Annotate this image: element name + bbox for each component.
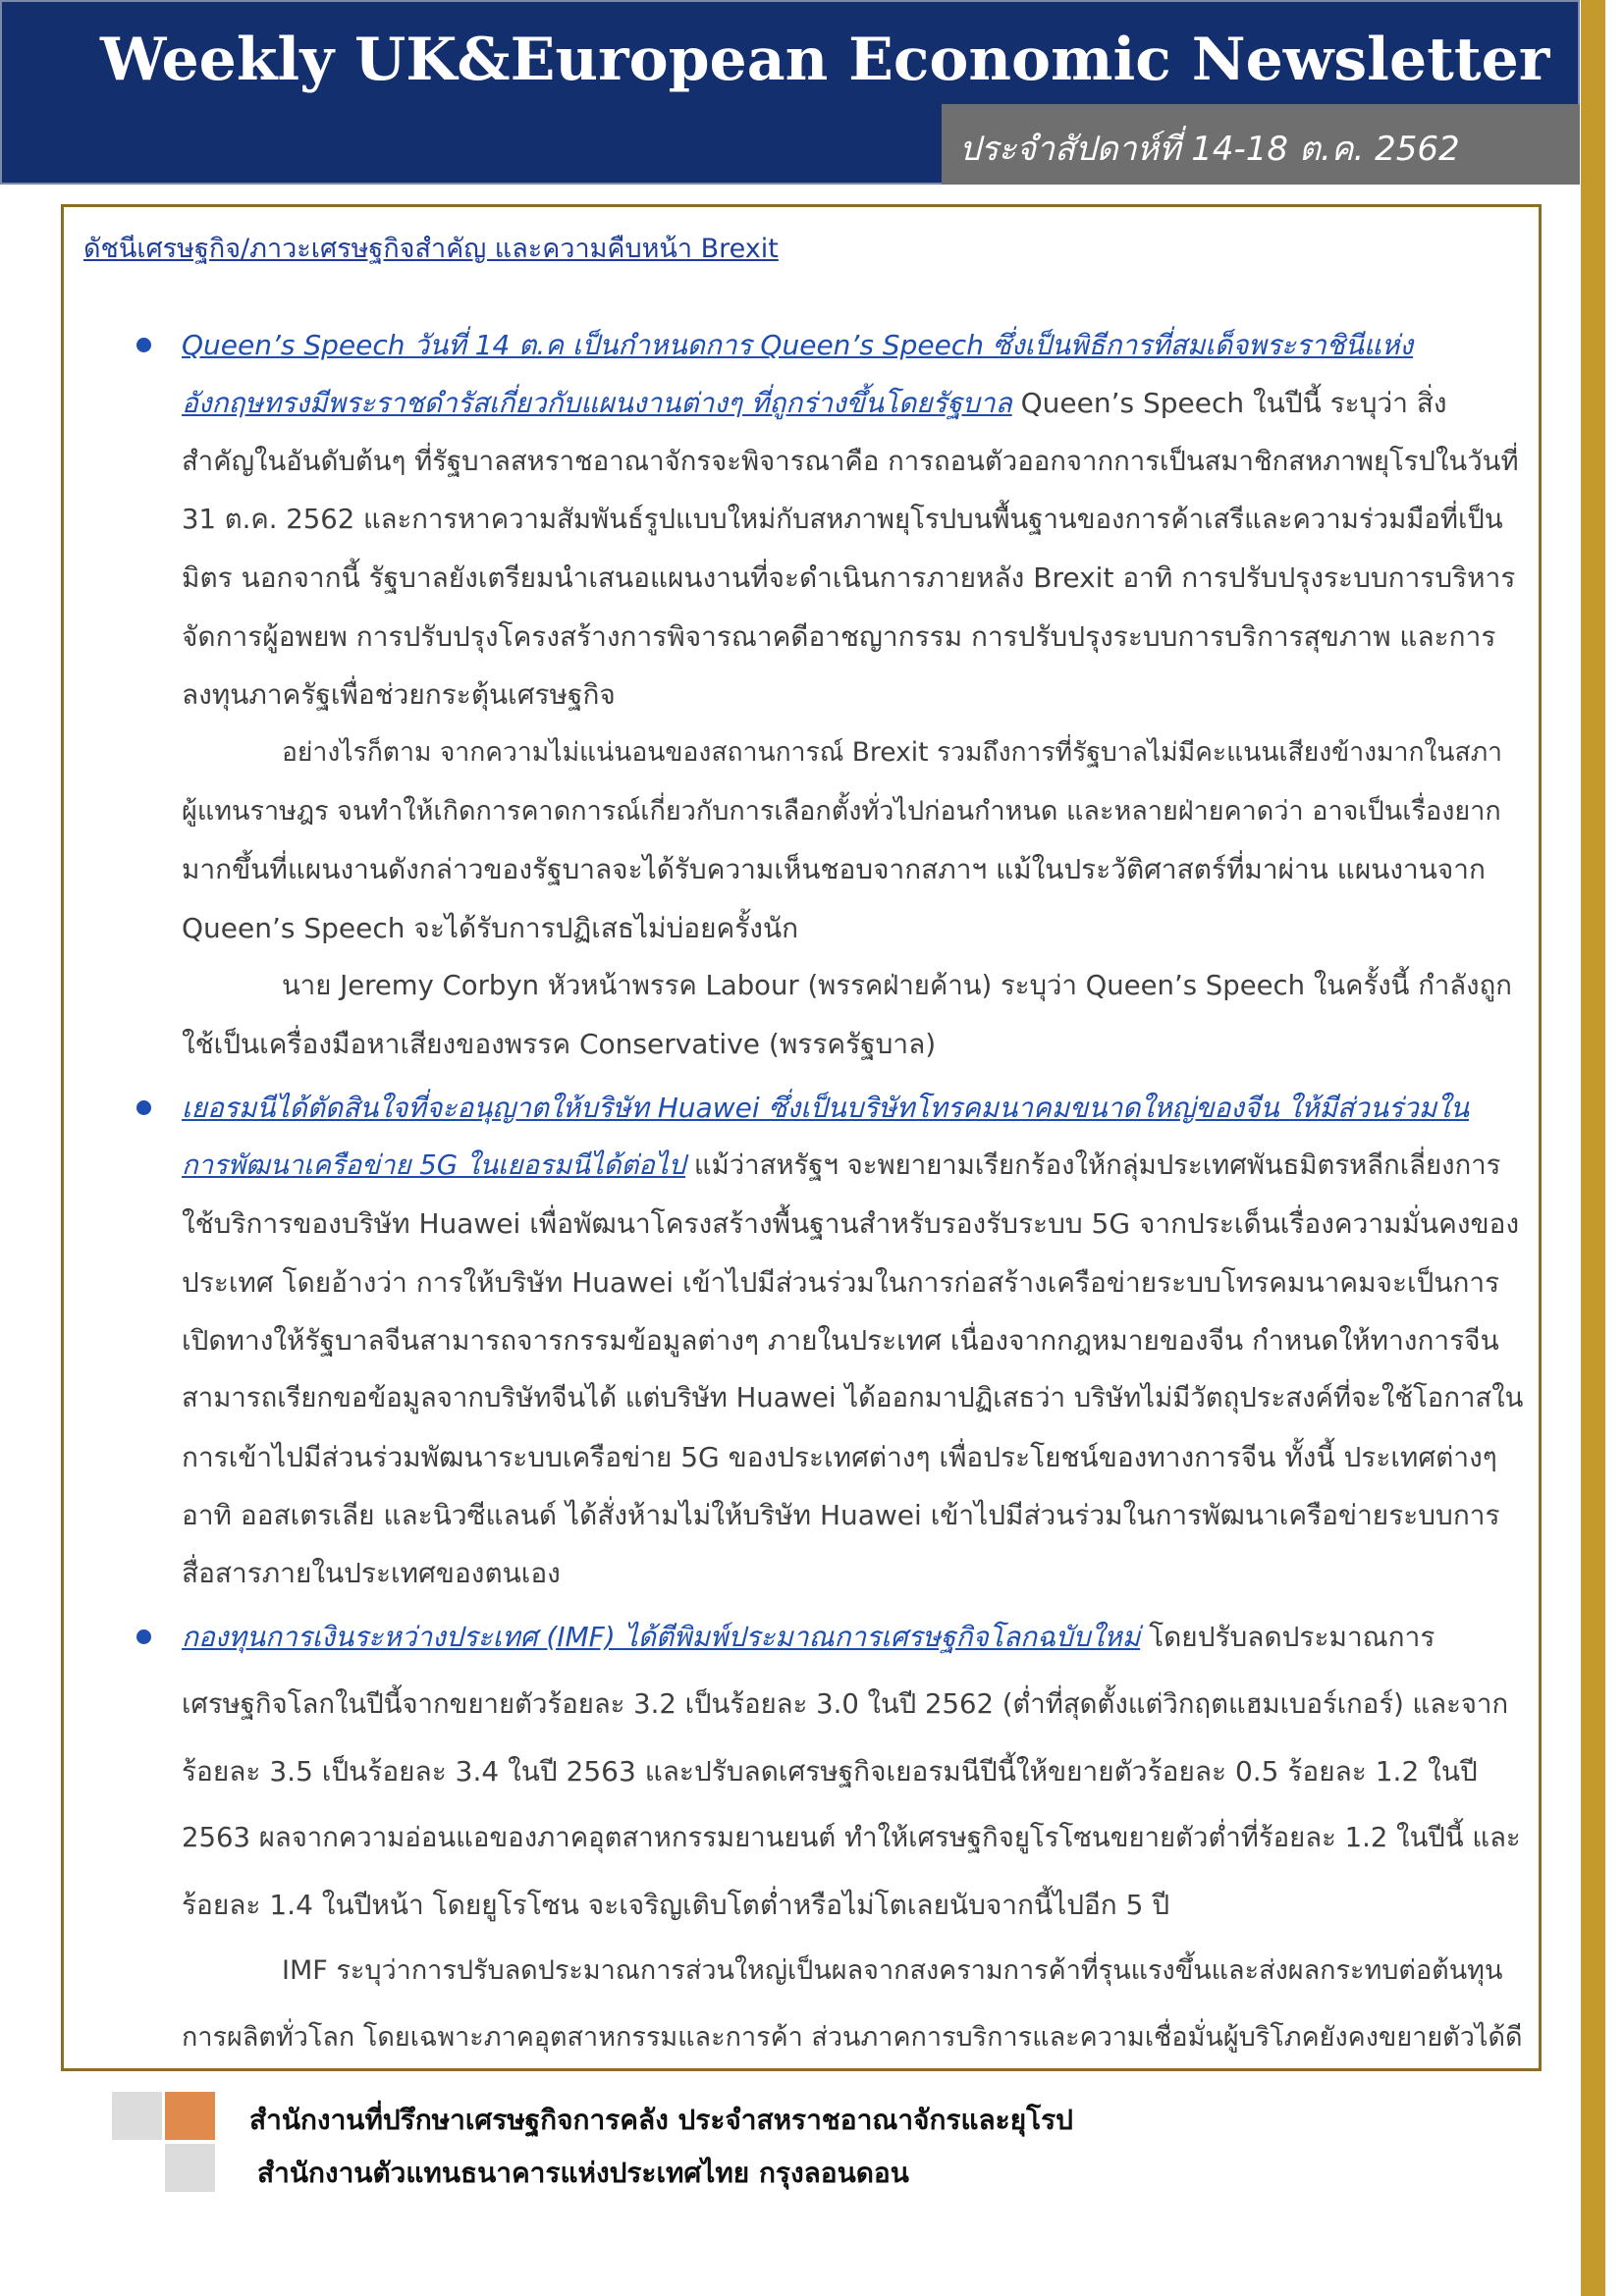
item2-body-line: การเข้าไปมีส่วนร่วมพัฒนาระบบเครือข่าย 5G ของประเทศต่างๆ เพื่อประโยชน์ของทางการจีน ทั้งนี้ ประเทศต่างๆ xyxy=(182,1441,1497,1473)
content-box xyxy=(61,204,1542,2071)
item3-body-line: การผลิตทั่วโลก โดยเฉพาะภาคอุตสาหกรรมและการค้า ส่วนภาคการบริการและความเชื่อมั่นผู้บริโภคยังคงขยายตัวได้ดี xyxy=(182,2022,1523,2053)
item1-body-line: ใช้เป็นเครื่องมือหาเสียงของพรรค Conservative (พรรครัฐบาล) xyxy=(182,1028,937,1060)
item2-body-line: เปิดทางให้รัฐบาลจีนสามารถจารกรรมข้อมูลต่างๆ ภายในประเทศ เนื่องจากกฎหมายของจีน กำหนดให้ทางการจีน xyxy=(182,1324,1499,1357)
footer-line-1: สำนักงานที่ปรึกษาเศรษฐกิจการคลัง ประจำสหราชอาณาจักรและยุโรป xyxy=(249,2104,1073,2136)
footer-line-2: สำนักงานตัวแทนธนาคารแห่งประเทศไทย กรุงลอนดอน xyxy=(257,2157,909,2189)
footer-square-orange xyxy=(165,2092,215,2140)
item1-heading-line2[interactable]: อังกฤษทรงมีพระราชดำรัสเกี่ยวกับแผนงานต่างๆ ที่ถูกร่างขึ้นโดยรัฐบาล Queen’s Speech ในปีนี้ ระบุว่า สิ่ง xyxy=(182,387,1447,419)
bullet-icon xyxy=(136,1629,151,1644)
item1-body-line: Queen’s Speech จะได้รับการปฏิเสธไม่บ่อยครั้งนัก xyxy=(182,912,799,944)
item1-body-line: สำคัญในอันดับต้นๆ ที่รัฐบาลสหราชอาณาจักรจะพิจารณาคือ การถอนตัวออกจากการเป็นสมาชิกสหภาพยุโรปในวันที่ xyxy=(182,446,1519,477)
newsletter-title: Weekly UK&European Economic Newsletter xyxy=(100,26,1550,94)
footer-square-grey xyxy=(112,2092,162,2140)
item2-body-line: ใช้บริการของบริษัท Huawei เพื่อพัฒนาโครงสร้างพื้นฐานสำหรับรองรับระบบ 5G จากประเด็นเรื่องความมั่นคงของ xyxy=(182,1207,1520,1240)
section-title[interactable]: ดัชนีเศรษฐกิจ/ภาวะเศรษฐกิจสำคัญ และความคืบหน้า Brexit xyxy=(83,234,779,264)
item2-body-line: ประเทศ โดยอ้างว่า การให้บริษัท Huawei เข้าไปมีส่วนร่วมในการก่อสร้างเครือข่ายระบบโทรคมนาคมจะเป็นการ xyxy=(182,1266,1500,1299)
item1-body-line: ลงทุนภาครัฐเพื่อช่วยกระตุ้นเศรษฐกิจ xyxy=(182,678,616,711)
issue-date: ประจำสัปดาห์ที่ 14-18 ต.ค. 2562 xyxy=(959,130,1460,169)
item3-body-line: ร้อยละ 3.5 เป็นร้อยละ 3.4 ในปี 2563 และปรับลดเศรษฐกิจเยอรมนีปีนี้ให้ขยายตัวร้อยละ 0.5 ร้อยละ 1.2 ในปี xyxy=(182,1755,1478,1788)
item1-body-line: นาย Jeremy Corbyn หัวหน้าพรรค Labour (พรรคฝ่ายค้าน) ระบุว่า Queen’s Speech ในครั้งนี้ กำลังถูก xyxy=(282,970,1512,1001)
item3-body-line: เศรษฐกิจโลกในปีนี้จากขยายตัวร้อยละ 3.2 เป็นร้อยละ 3.0 ในปี 2562 (ต่ำที่สุดตั้งแต่วิกฤตแฮมเบอร์เกอร์) และจาก xyxy=(182,1688,1509,1720)
item2-body-line: สื่อสารภายในประเทศของตนเอง xyxy=(182,1557,561,1589)
item1-body-line: จัดการผู้อพยพ การปรับปรุงโครงสร้างการพิจารณาคดีอาชญากรรม การปรับปรุงระบบการบริการสุขภาพ และการ xyxy=(182,620,1496,653)
date-band xyxy=(942,104,1580,185)
item2-heading-line2[interactable]: การพัฒนาเครือข่าย 5G ในเยอรมนีได้ต่อไป แม้ว่าสหรัฐฯ จะพยายามเรียกร้องให้กลุ่มประเทศพันธมิตรหลีกเลี่ยงการ xyxy=(182,1149,1501,1181)
item1-body-line: มากขึ้นที่แผนงานดังกล่าวของรัฐบาลจะได้รับความเห็นชอบจากสภาฯ แม้ในประวัติศาสตร์ที่มาผ่าน แผนงานจาก xyxy=(182,853,1486,885)
item3-heading-line1[interactable]: กองทุนการเงินระหว่างประเทศ (IMF) ได้ตีพิมพ์ประมาณการเศรษฐกิจโลกฉบับใหม่ โดยปรับลดประมาณการ xyxy=(182,1621,1435,1653)
item1-heading-line1[interactable]: Queen’s Speech วันที่ 14 ต.ค เป็นกำหนดการ Queen’s Speech ซึ่งเป็นพิธีการที่สมเด็จพระราชินีแห่ง xyxy=(182,329,1414,361)
bullet-icon xyxy=(136,338,151,352)
gold-side-bar xyxy=(1581,0,1605,2296)
item1-body-line: 31 ต.ค. 2562 และการหาความสัมพันธ์รูปแบบใหม่กับสหภาพยุโรปบนพื้นฐานของการค้าเสรีและความร่วมมือที่เป็น xyxy=(182,504,1503,535)
item2-body-line: อาทิ ออสเตรเลีย และนิวซีแลนด์ ได้สั่งห้ามไม่ให้บริษัท Huawei เข้าไปมีส่วนร่วมในการพัฒนาเครือข่ายระบบการ xyxy=(182,1499,1500,1531)
item1-body-line: อย่างไรก็ตาม จากความไม่แน่นอนของสถานการณ์ Brexit รวมถึงการที่รัฐบาลไม่มีคะแนนเสียงข้างมากในสภา xyxy=(282,737,1503,768)
item1-body-line: มิตร นอกจากนี้ รัฐบาลยังเตรียมนำเสนอแผนงานที่จะดำเนินการภายหลัง Brexit อาทิ การปรับปรุงระบบการบริหาร xyxy=(182,561,1516,594)
item2-heading-line1[interactable]: เยอรมนีได้ตัดสินใจที่จะอนุญาตให้บริษัท Huawei ซึ่งเป็นบริษัทโทรคมนาคมขนาดใหญ่ของจีน ให้มีส่วนร่วมใน xyxy=(182,1092,1469,1124)
footer-square-grey xyxy=(165,2144,215,2192)
bullet-icon xyxy=(136,1100,151,1115)
item3-body-line: 2563 ผลจากความอ่อนแอของภาคอุตสาหกรรมยานยนต์ ทำให้เศรษฐกิจยูโรโซนขยายตัวต่ำที่ร้อยละ 1.2 ในปีนี้ และ xyxy=(182,1822,1521,1853)
item3-body-line: ร้อยละ 1.4 ในปีหน้า โดยยูโรโซน จะเจริญเติบโตต่ำหรือไม่โตเลยนับจากนี้ไปอีก 5 ปี xyxy=(182,1889,1170,1921)
item2-body-line: สามารถเรียกขอข้อมูลจากบริษัทจีนได้ แต่บริษัท Huawei ได้ออกมาปฏิเสธว่า บริษัทไม่มีวัตถุประสงค์ที่จะใช้โอกาสใน xyxy=(182,1382,1524,1414)
item1-body-line: ผู้แทนราษฎร จนทำให้เกิดการคาดการณ์เกี่ยวกับการเลือกตั้งทั่วไปก่อนกำหนด และหลายฝ่ายคาดว่า อาจเป็นเรื่องยาก xyxy=(182,796,1501,827)
item3-body-line: IMF ระบุว่าการปรับลดประมาณการส่วนใหญ่เป็นผลจากสงครามการค้าที่รุนแรงขึ้นและส่งผลกระทบต่อต้นทุน xyxy=(282,1955,1503,1986)
